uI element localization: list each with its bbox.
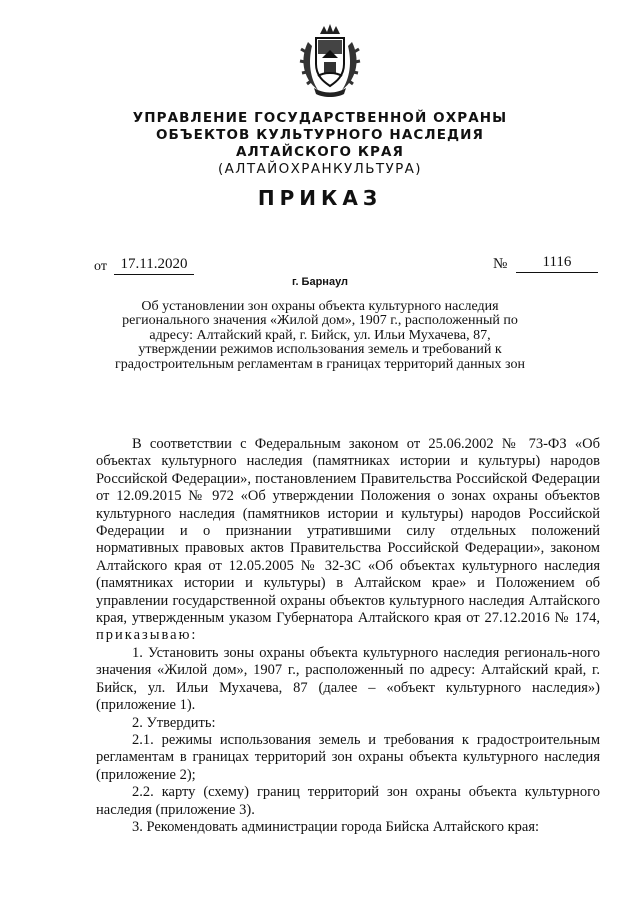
preamble-text: В соответствии с Федеральным законом от 25.06.2002 № 73-ФЗ «Об объектах культурного наследия (памятниках истории и культуры) народов Российской Федерации», постановлением Правительства Российской Федерации от 12.09.2015 № 972 «Об утверждении Положения о зонах охраны объектов культурного наследия (памятников истории и культуры) народов Российской Федерации и о признании утратившими силу отдельных положений нормативных правовых актов Правительства Российской Федерации», законом Алтайского края от 12.05.2005 № 32-ЗС «Об объектах культурного наследия (памятниках истории и культуры) в Алтайском крае» и Положением об управлении государственной охраны объектов культурного наследия Алтайского края, утвержденным указом Губернатора Алтайского края от 27.12.2016 № 174, bbox=[96, 436, 600, 627]
org-name-line-2: ОБЪЕКТОВ КУЛЬТУРНОГО НАСЛЕДИЯ bbox=[155, 127, 485, 143]
preamble-paragraph bbox=[96, 436, 600, 645]
document-date: 17.11.2020 bbox=[114, 256, 194, 275]
date-prefix: от bbox=[94, 259, 107, 274]
order-item-3: 3. Рекомендовать администрации города Бийска Алтайского края: bbox=[132, 818, 540, 835]
order-item-1: 1. Установить зоны охраны объекта культурного наследия региональ-ного значения «Жилой дом», 1907 г., расположенный по адресу: Алтайский край, г. Бийск, ул. Ильи Мухачева, 87 (далее – «объект культурного наследия») (приложение 1). bbox=[96, 644, 600, 714]
order-item-2: 2. Утвердить: bbox=[132, 714, 216, 731]
org-name-line-3: АЛТАЙСКОГО КРАЯ bbox=[235, 144, 405, 160]
order-item-2-1: 2.1. режимы использования земель и требования к градостроительным регламентам в границах территорий зон охраны объекта культурного наследия (приложение 2); bbox=[96, 731, 600, 783]
order-word: приказываю: bbox=[96, 627, 198, 644]
document-type-title: ПРИКАЗ bbox=[257, 186, 383, 210]
org-name-line-1: УПРАВЛЕНИЕ ГОСУДАРСТВЕННОЙ ОХРАНЫ bbox=[132, 110, 508, 126]
city-name: г. Барнаул bbox=[291, 276, 349, 288]
document-body bbox=[96, 436, 600, 836]
coat-of-arms-icon bbox=[298, 22, 362, 98]
org-short-name: (АЛТАЙОХРАНКУЛЬТУРА) bbox=[218, 161, 422, 177]
document-subject: Об установлении зон охраны объекта культурного наследия регионального значения «Жилой дом», 1907 г., расположенный по адресу: Алтайский край, г. Бийск, ул. Ильи Мухачева, 87, утверждении режимов использования земель и требований к градостроительным регламентам в границах территорий данных зон bbox=[115, 299, 525, 372]
order-item-2-2: 2.2. карту (схему) границ территорий зон охраны объекта культурного наследия (приложение 3). bbox=[96, 784, 600, 818]
number-prefix: № bbox=[493, 256, 508, 272]
document-number: 1116 bbox=[516, 254, 598, 273]
